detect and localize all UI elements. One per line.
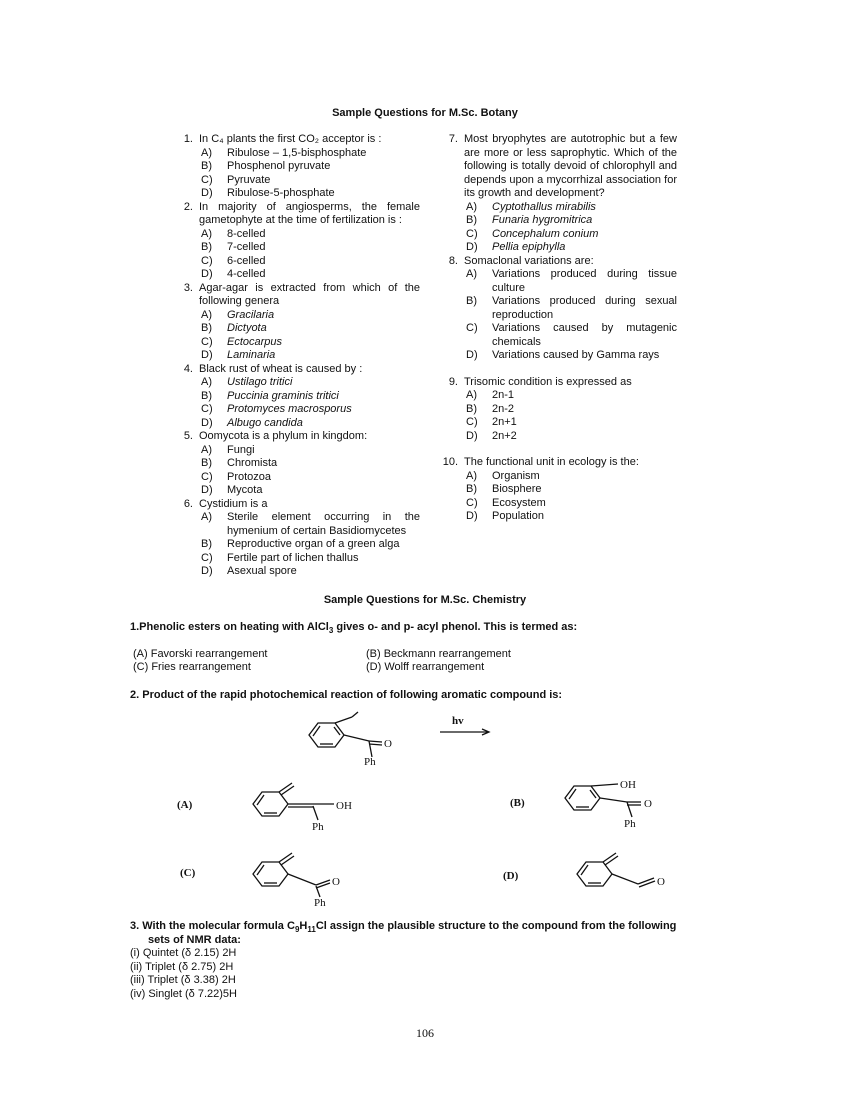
label-b: (B): [510, 797, 525, 809]
option-text: Albugo candida: [227, 416, 303, 429]
label-c: (C): [180, 867, 196, 879]
option-text: 8-celled: [227, 227, 266, 240]
option-letter: A): [201, 443, 212, 456]
option-text: Protozoa: [227, 470, 272, 483]
question-text: Agar-agar is extracted from which of the following genera: [199, 281, 420, 307]
option-text: 2n+2: [492, 429, 517, 442]
chemistry-title: Sample Questions for M.Sc. Chemistry: [323, 594, 527, 606]
nmr-data-item: (iv) Singlet (δ 7.22)5H: [130, 987, 237, 1000]
option-letter: B): [201, 457, 212, 469]
option-letter: A): [201, 511, 212, 523]
option-letter: A): [201, 227, 212, 240]
label-a: (A): [177, 799, 193, 811]
question-text: Most bryophytes are autotrophic but a few are more or less saprophytic. Which of the following is totally devoid of chlorophyll and depends upon a mycorrhizal association for its growth and development?: [464, 133, 677, 199]
reactant-structure: [309, 712, 382, 757]
option-letter: A): [466, 389, 477, 401]
option-text: Cyptothallus mirabilis: [492, 200, 596, 213]
question-number: 6.: [183, 497, 193, 510]
page-number: 106: [416, 1026, 434, 1040]
option-letter: B): [201, 241, 212, 253]
question-text: Trisomic condition is expressed as: [464, 375, 632, 388]
structure-a: [253, 783, 334, 820]
option-text: Variations produced during tissue culture: [492, 268, 677, 294]
nmr-data-list: [130, 947, 237, 1001]
option-text: Chromista: [227, 457, 278, 469]
option-text: Pyruvate: [227, 173, 271, 186]
option-text: Organism: [492, 469, 540, 482]
question-number: 1.: [183, 133, 193, 145]
chem-question-3-cont: sets of NMR data:: [148, 934, 241, 946]
question-number: 9.: [448, 375, 458, 388]
option-text: Fungi: [227, 443, 255, 456]
option-text: Ribulose-5-phosphate: [227, 187, 335, 199]
chem-q1-option-c: (C) Fries rearrangement: [133, 661, 251, 673]
option-letter: C): [466, 322, 478, 334]
option-text: Mycota: [227, 484, 263, 496]
chem-q1-option-d: (D) Wolff rearrangement: [366, 661, 485, 673]
reactant-ph: Ph: [364, 756, 376, 768]
option-letter: D): [466, 349, 478, 361]
option-text: Funaria hygromitrica: [492, 214, 593, 226]
label-d: (D): [503, 870, 519, 882]
option-letter: B): [201, 389, 212, 402]
d-oxygen: O: [657, 876, 665, 888]
option-letter: A): [201, 376, 212, 388]
structure-d: [577, 853, 655, 887]
question-text: Somaclonal variations are:: [464, 254, 594, 267]
b-oxygen: O: [644, 798, 652, 810]
a-ph: Ph: [312, 821, 324, 833]
question-number: 4.: [183, 362, 193, 375]
question-text: Oomycota is a phylum in kingdom:: [199, 430, 368, 442]
option-text: Ribulose – 1,5-bisphosphate: [227, 146, 367, 159]
option-letter: D): [201, 416, 213, 429]
option-letter: B): [466, 402, 477, 415]
option-text: Puccinia graminis tritici: [227, 389, 339, 402]
option-text: 4-celled: [227, 268, 266, 280]
option-letter: C): [466, 496, 478, 509]
chem-q1-option-a: (A) Favorski rearrangement: [133, 648, 268, 660]
option-letter: C): [466, 227, 478, 240]
chem-question-1: 1.Phenolic esters on heating with AlCl$_3$ gives o- and p- acyl phenol. This is termed as:: [130, 621, 578, 636]
option-text: 6-celled: [227, 254, 266, 267]
botany-title: Sample Questions for M.Sc. Botany: [332, 107, 518, 119]
question-number: 10.: [442, 456, 458, 468]
option-letter: A): [201, 308, 212, 321]
option-letter: B): [466, 214, 477, 226]
option-text: 2n-2: [492, 402, 515, 415]
option-letter: A): [201, 146, 212, 159]
option-letter: C): [201, 470, 213, 483]
c-ph: Ph: [314, 897, 326, 909]
nmr-data-item: (i) Quintet (δ 2.15) 2H: [130, 947, 237, 959]
option-letter: B): [466, 295, 477, 307]
nmr-data-item: (ii) Triplet (δ 2.75) 2H: [130, 960, 234, 973]
option-text: Concephalum conium: [492, 227, 599, 240]
option-text: Laminaria: [227, 349, 276, 361]
option-text: Pellia epiphylla: [492, 241, 566, 253]
option-letter: D): [201, 349, 213, 361]
question-text: Cystidium is a: [199, 497, 268, 510]
option-letter: A): [466, 200, 477, 213]
chem-question-2: 2. Product of the rapid photochemical reaction of following aromatic compound is:: [130, 689, 563, 701]
option-letter: A): [466, 268, 477, 280]
option-letter: B): [201, 160, 212, 172]
option-letter: D): [201, 187, 213, 199]
question-number: 8.: [448, 254, 458, 267]
option-text: Variations caused by mutagenic chemicals: [492, 322, 677, 348]
option-text: Ustilago tritici: [227, 376, 293, 388]
chem-q1-option-b: (B) Beckmann rearrangement: [366, 648, 511, 660]
option-text: Reproductive organ of a green alga: [227, 538, 400, 550]
option-letter: D): [466, 429, 478, 442]
option-letter: A): [466, 469, 477, 482]
option-letter: B): [466, 483, 477, 495]
option-text: Variations produced during sexual reproduction: [492, 295, 677, 321]
question-text: In C₄ plants the first CO₂ acceptor is :: [199, 133, 382, 145]
option-text: Variations caused by Gamma rays: [492, 349, 660, 361]
question-number: 3.: [183, 281, 193, 294]
option-letter: C): [201, 173, 213, 186]
option-text: Biosphere: [492, 483, 542, 495]
question-text: In majority of angiosperms, the female gametophyte at the time of fertilization is :: [199, 200, 420, 226]
option-letter: C): [466, 416, 478, 428]
option-text: Ecosystem: [492, 496, 546, 509]
option-letter: D): [466, 241, 478, 253]
option-letter: B): [201, 538, 212, 550]
hv-label: hv: [452, 715, 464, 727]
option-text: 2n-1: [492, 389, 515, 401]
option-letter: B): [201, 322, 212, 334]
c-oxygen: O: [332, 876, 340, 888]
option-text: Fertile part of lichen thallus: [227, 551, 359, 564]
option-text: Protomyces macrosporus: [227, 403, 352, 415]
b-ph: Ph: [624, 818, 636, 830]
option-letter: C): [201, 335, 213, 348]
reactant-oxygen: O: [384, 738, 392, 750]
structure-c: [253, 853, 330, 897]
option-text: Phosphenol pyruvate: [227, 160, 331, 172]
option-letter: C): [201, 551, 213, 564]
chem-question-3: 3. With the molecular formula $C_9H_{11}Cl$ assign the plausible structure to the compound from the following: [130, 920, 677, 935]
question-text: The functional unit in ecology is the:: [464, 456, 639, 468]
option-text: Gracilaria: [227, 308, 275, 321]
option-text: Ectocarpus: [227, 335, 283, 348]
option-text: 2n+1: [492, 416, 517, 428]
question-number: 2.: [183, 200, 193, 213]
option-text: Population: [492, 510, 544, 522]
option-letter: D): [201, 484, 213, 496]
option-letter: D): [201, 268, 213, 280]
option-letter: C): [201, 254, 213, 267]
option-text: Dictyota: [227, 322, 267, 334]
nmr-data-item: (iii) Triplet (δ 3.38) 2H: [130, 974, 236, 986]
option-letter: D): [201, 565, 213, 577]
a-oh: OH: [336, 800, 352, 812]
question-number: 5.: [183, 430, 193, 442]
b-oh: OH: [620, 779, 636, 791]
option-letter: C): [201, 403, 213, 415]
option-text: Asexual spore: [227, 565, 297, 577]
question-number: 7.: [448, 133, 458, 145]
option-text: 7-celled: [227, 241, 266, 253]
option-text: Sterile element occurring in the hymenium of certain Basidiomycetes: [227, 511, 420, 537]
question-text: Black rust of wheat is caused by :: [199, 362, 363, 375]
option-letter: D): [466, 510, 478, 522]
